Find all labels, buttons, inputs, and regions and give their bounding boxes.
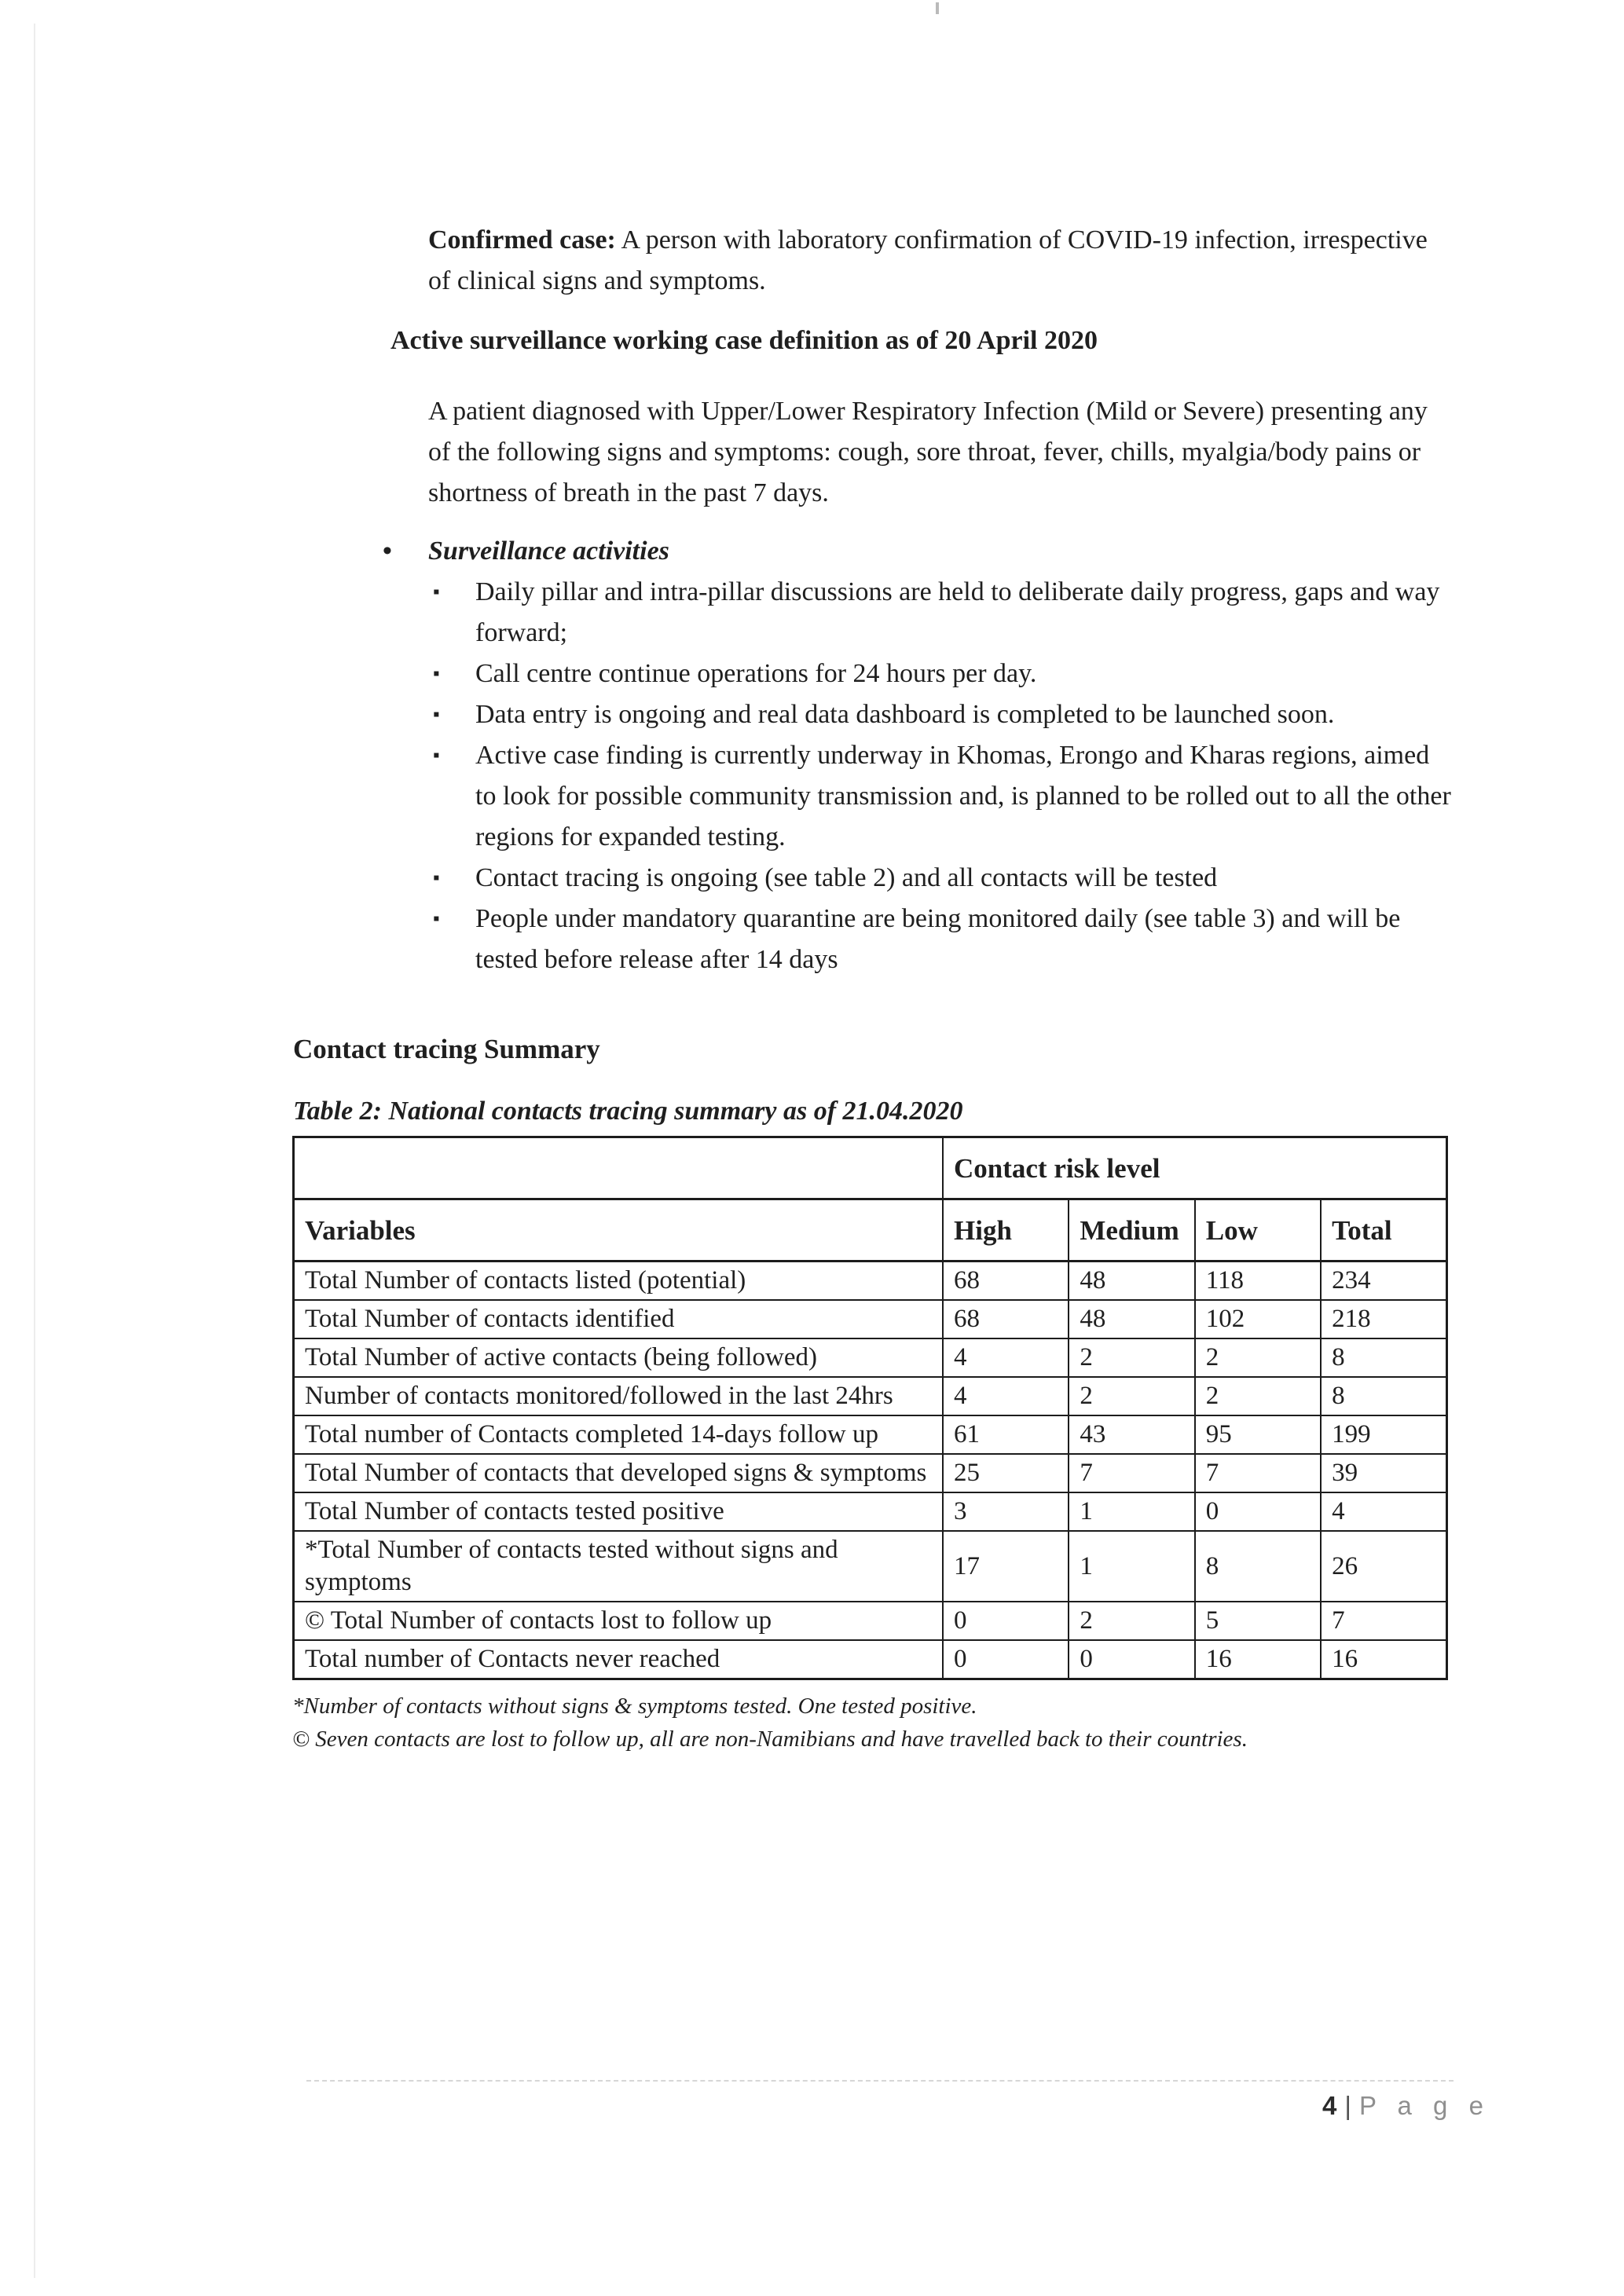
- square-bullet-icon: ▪: [433, 664, 440, 684]
- active-surveillance-heading: Active surveillance working case definition as of 20 April 2020: [390, 326, 1098, 355]
- table-row: [294, 1602, 1447, 1640]
- contact-tracing-table-section: [292, 1136, 1448, 1756]
- list-item: [383, 735, 1455, 858]
- row-label: Total Number of contacts tested positive: [294, 1492, 944, 1531]
- list-item: [383, 694, 1455, 735]
- list-item-text: Contact tracing is ongoing (see table 2) and all contacts will be tested: [475, 863, 1218, 892]
- cell-medium: 2: [1069, 1338, 1194, 1377]
- row-label: © Total Number of contacts lost to follow up: [294, 1602, 944, 1640]
- cell-low: 95: [1195, 1415, 1321, 1454]
- scan-artifact-top-tick: [936, 2, 939, 14]
- column-header-low: Low: [1195, 1199, 1321, 1262]
- list-item: [383, 654, 1455, 694]
- list-item: [383, 899, 1455, 980]
- surveillance-activities-list: [383, 572, 1455, 980]
- cell-high: 0: [943, 1640, 1069, 1679]
- confirmed-case-label: Confirmed case:: [428, 225, 616, 255]
- table-row: [294, 1415, 1447, 1454]
- cell-total: 16: [1321, 1640, 1446, 1679]
- row-label: Total number of Contacts completed 14-days follow up: [294, 1415, 944, 1454]
- list-item-text: People under mandatory quarantine are being monitored daily (see table 3) and will be tested before release after 14 days: [475, 904, 1401, 974]
- footer-rule: [306, 2080, 1454, 2082]
- cell-medium: 2: [1069, 1377, 1194, 1415]
- group-header-cell: Contact risk level: [943, 1137, 1447, 1199]
- cell-total: 8: [1321, 1377, 1446, 1415]
- contact-tracing-table: [292, 1136, 1448, 1680]
- cell-total: 8: [1321, 1338, 1446, 1377]
- cell-high: 68: [943, 1300, 1069, 1338]
- empty-corner-cell: [294, 1137, 944, 1199]
- cell-high: 25: [943, 1454, 1069, 1492]
- cell-total: 234: [1321, 1262, 1446, 1301]
- cell-total: 199: [1321, 1415, 1446, 1454]
- column-header-medium: Medium: [1069, 1199, 1194, 1262]
- confirmed-case-text: A person with laboratory confirmation of COVID-19 infection, irrespective of clinical signs and symptoms.: [428, 225, 1428, 295]
- list-item: [383, 572, 1455, 654]
- surveillance-activities-section: [383, 531, 1455, 980]
- column-header-variables: Variables: [294, 1199, 944, 1262]
- cell-total: 7: [1321, 1602, 1446, 1640]
- cell-low: 2: [1195, 1377, 1321, 1415]
- cell-total: 26: [1321, 1531, 1446, 1602]
- table-group-header-row: [294, 1137, 1447, 1199]
- cell-medium: 48: [1069, 1262, 1194, 1301]
- cell-low: 0: [1195, 1492, 1321, 1531]
- square-bullet-icon: ▪: [433, 868, 440, 888]
- footnote-copyright: © Seven contacts are lost to follow up, all are non-Namibians and have travelled back to their countries.: [292, 1727, 1248, 1752]
- square-bullet-icon: ▪: [433, 705, 440, 725]
- table-row: [294, 1377, 1447, 1415]
- table-column-header-row: [294, 1199, 1447, 1262]
- square-bullet-icon: ▪: [433, 745, 440, 766]
- cell-medium: 43: [1069, 1415, 1194, 1454]
- cell-low: 8: [1195, 1531, 1321, 1602]
- page-number: 4: [1322, 2091, 1337, 2120]
- cell-total: 4: [1321, 1492, 1446, 1531]
- footnote-asterisk: *Number of contacts without signs & symptoms tested. One tested positive.: [292, 1694, 977, 1719]
- cell-low: 5: [1195, 1602, 1321, 1640]
- cell-total: 218: [1321, 1300, 1446, 1338]
- scan-artifact-left-line: [34, 24, 35, 2278]
- table-footnotes: [292, 1690, 1448, 1756]
- table-row: [294, 1262, 1447, 1301]
- row-label: Total Number of active contacts (being followed): [294, 1338, 944, 1377]
- footer-page-label: P a g e: [1358, 2091, 1490, 2120]
- table-row: [294, 1531, 1447, 1602]
- table-row: [294, 1492, 1447, 1531]
- footer-separator: |: [1344, 2091, 1351, 2120]
- confirmed-case-paragraph: [428, 220, 1450, 302]
- surveillance-activities-title: Surveillance activities: [428, 536, 669, 566]
- cell-low: 118: [1195, 1262, 1321, 1301]
- table-2-caption: Table 2: National contacts tracing summary as of 21.04.2020: [293, 1097, 963, 1126]
- cell-high: 68: [943, 1262, 1069, 1301]
- surveillance-activities-heading: [383, 531, 1455, 572]
- active-surveillance-paragraph: A patient diagnosed with Upper/Lower Respiratory Infection (Mild or Severe) presenting any of the following signs and symptoms: cough, sore throat, fever, chills, myalgia/body pains or shortness of breath in the past 7 days.: [428, 397, 1428, 507]
- cell-low: 7: [1195, 1454, 1321, 1492]
- list-item-text: Data entry is ongoing and real data dashboard is completed to be launched soon.: [475, 700, 1335, 729]
- cell-total: 39: [1321, 1454, 1446, 1492]
- bullet-icon: •: [383, 536, 392, 566]
- square-bullet-icon: ▪: [433, 582, 440, 602]
- table-row: [294, 1300, 1447, 1338]
- table-row: [294, 1454, 1447, 1492]
- cell-low: 2: [1195, 1338, 1321, 1377]
- page-footer: [1322, 2091, 1490, 2121]
- cell-high: 0: [943, 1602, 1069, 1640]
- cell-high: 61: [943, 1415, 1069, 1454]
- cell-high: 17: [943, 1531, 1069, 1602]
- cell-medium: 2: [1069, 1602, 1194, 1640]
- list-item-text: Call centre continue operations for 24 hours per day.: [475, 659, 1037, 688]
- row-label: Total Number of contacts listed (potential): [294, 1262, 944, 1301]
- table-row: [294, 1338, 1447, 1377]
- column-header-total: Total: [1321, 1199, 1446, 1262]
- row-label: Total Number of contacts that developed signs & symptoms: [294, 1454, 944, 1492]
- list-item: [383, 858, 1455, 899]
- cell-medium: 7: [1069, 1454, 1194, 1492]
- cell-low: 102: [1195, 1300, 1321, 1338]
- list-item-text: Daily pillar and intra-pillar discussions are held to deliberate daily progress, gaps and way forward;: [475, 577, 1440, 647]
- row-label: *Total Number of contacts tested without signs and symptoms: [294, 1531, 944, 1602]
- row-label: Number of contacts monitored/followed in the last 24hrs: [294, 1377, 944, 1415]
- cell-medium: 48: [1069, 1300, 1194, 1338]
- cell-high: 4: [943, 1338, 1069, 1377]
- square-bullet-icon: ▪: [433, 909, 440, 929]
- row-label: Total Number of contacts identified: [294, 1300, 944, 1338]
- cell-low: 16: [1195, 1640, 1321, 1679]
- cell-medium: 0: [1069, 1640, 1194, 1679]
- table-row: [294, 1640, 1447, 1679]
- cell-medium: 1: [1069, 1492, 1194, 1531]
- cell-medium: 1: [1069, 1531, 1194, 1602]
- list-item-text: Active case finding is currently underway in Khomas, Erongo and Kharas regions, aimed to look for possible community transmission and, is planned to be rolled out to all the other regions for expanded testing.: [475, 741, 1451, 851]
- row-label: Total number of Contacts never reached: [294, 1640, 944, 1679]
- column-header-high: High: [943, 1199, 1069, 1262]
- contact-tracing-summary-heading: Contact tracing Summary: [293, 1034, 600, 1064]
- cell-high: 3: [943, 1492, 1069, 1531]
- cell-high: 4: [943, 1377, 1069, 1415]
